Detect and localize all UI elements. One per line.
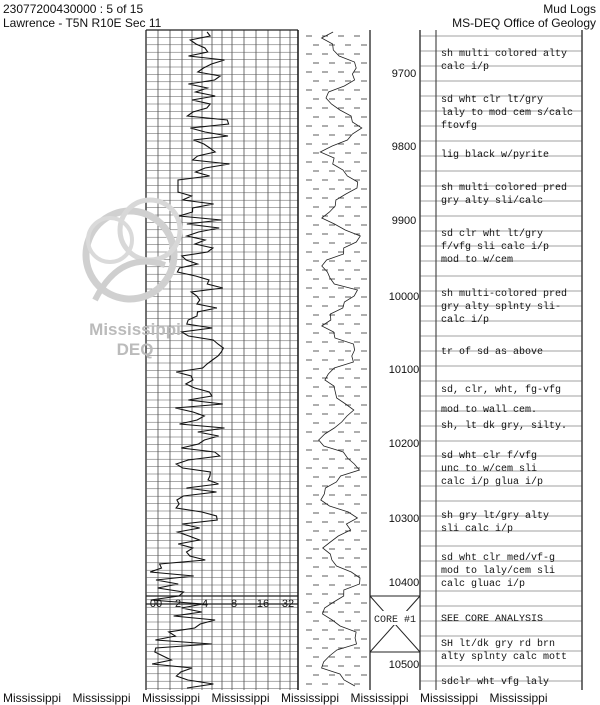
footer-label: Mississippi [420, 691, 479, 705]
description-line: sh gry lt/gry alty [441, 511, 550, 522]
watermark-line1: Mississippi [89, 320, 181, 339]
description-line: calc i/p [441, 315, 490, 326]
depth-label: 10400 [388, 577, 420, 589]
scale-label: 16 [256, 598, 270, 610]
drilling-curves [150, 32, 229, 688]
description-line: sd clr wht lt/gry [441, 229, 544, 240]
scale-label: 4 [201, 598, 209, 610]
record-id: 23077200430000 : 5 of 15 [3, 2, 144, 16]
description-line: calc i/p glua i/p [441, 477, 544, 488]
description-line: calc i/p [441, 62, 490, 73]
watermark-text [80, 320, 190, 360]
core-label: CORE #1 [373, 615, 417, 626]
footer-watermark-strip [0, 690, 600, 705]
lithology-column [298, 30, 370, 690]
footer-label: Mississippi [211, 691, 270, 705]
description-line: tr of sd as above [441, 347, 544, 358]
scale-label: 00 [149, 598, 163, 610]
description-line: sh, lt dk gry, silty. [441, 421, 568, 432]
description-line: sli calc i/p [441, 524, 514, 535]
depth-label: 9800 [391, 141, 417, 153]
description-line: sd wht clr med/vf-g [441, 553, 556, 564]
description-line: sh multi-colored pred [441, 289, 568, 300]
description-line: ftovfg [441, 121, 478, 132]
depth-label: 10200 [388, 438, 420, 450]
scale-label: 32 [281, 598, 295, 610]
description-line: sdclr wht vfg laly [441, 677, 550, 688]
description-line: sh multi colored pred [441, 183, 568, 194]
description-line: alty splnty calc mott [441, 652, 568, 663]
description-line: SEE CORE ANALYSIS [441, 614, 544, 625]
description-line: gry alty splnty sli- [441, 302, 562, 313]
depth-label: 10500 [388, 659, 420, 671]
core-marker [370, 596, 420, 652]
footer-label: Mississippi [72, 691, 131, 705]
depth-label: 9900 [391, 215, 417, 227]
description-line: f/vfg sli calc i/p [441, 242, 550, 253]
depth-label: 10100 [388, 364, 420, 376]
description-line: unc to w/cem sli [441, 464, 538, 475]
description-line: mod to wall cem. [441, 405, 538, 416]
scale-label: 2 [174, 598, 182, 610]
watermark-line2: DEQ [116, 340, 154, 359]
footer-label: Mississippi [350, 691, 409, 705]
depth-label: 10000 [388, 291, 420, 303]
description-line: sh multi colored alty [441, 49, 568, 60]
description-line: laly to mod cem s/calc [441, 108, 574, 119]
depth-column [389, 68, 420, 671]
footer-label: Mississippi [3, 691, 62, 705]
log-type: Mud Logs [543, 2, 596, 16]
description-column [420, 30, 582, 690]
description-line: gry alty sli/calc [441, 196, 544, 207]
description-line: sd wht clr f/vfg [441, 451, 538, 462]
description-line: SH lt/dk gry rd brn [441, 639, 556, 650]
description-line: mod to laly/cem sli [441, 566, 556, 577]
description-line: lig black w/pyrite [441, 150, 550, 161]
footer-label: Mississippi [142, 691, 201, 705]
footer-label: Mississippi [489, 691, 548, 705]
scale-label: 8 [230, 598, 238, 610]
description-line: sd wht clr lt/gry [441, 95, 544, 106]
description-line: mod to w/cem [441, 255, 514, 266]
footer-label: Mississippi [281, 691, 340, 705]
well-location: Lawrence - T5N R10E Sec 11 [3, 16, 162, 30]
depth-label: 10300 [388, 513, 420, 525]
rate-grid [146, 30, 298, 690]
description-line: sd, clr, wht, fg-vfg [441, 385, 562, 396]
depth-label: 9700 [391, 68, 417, 80]
office-name: MS-DEQ Office of Geology [452, 16, 596, 30]
description-line: calc gluac i/p [441, 579, 526, 590]
